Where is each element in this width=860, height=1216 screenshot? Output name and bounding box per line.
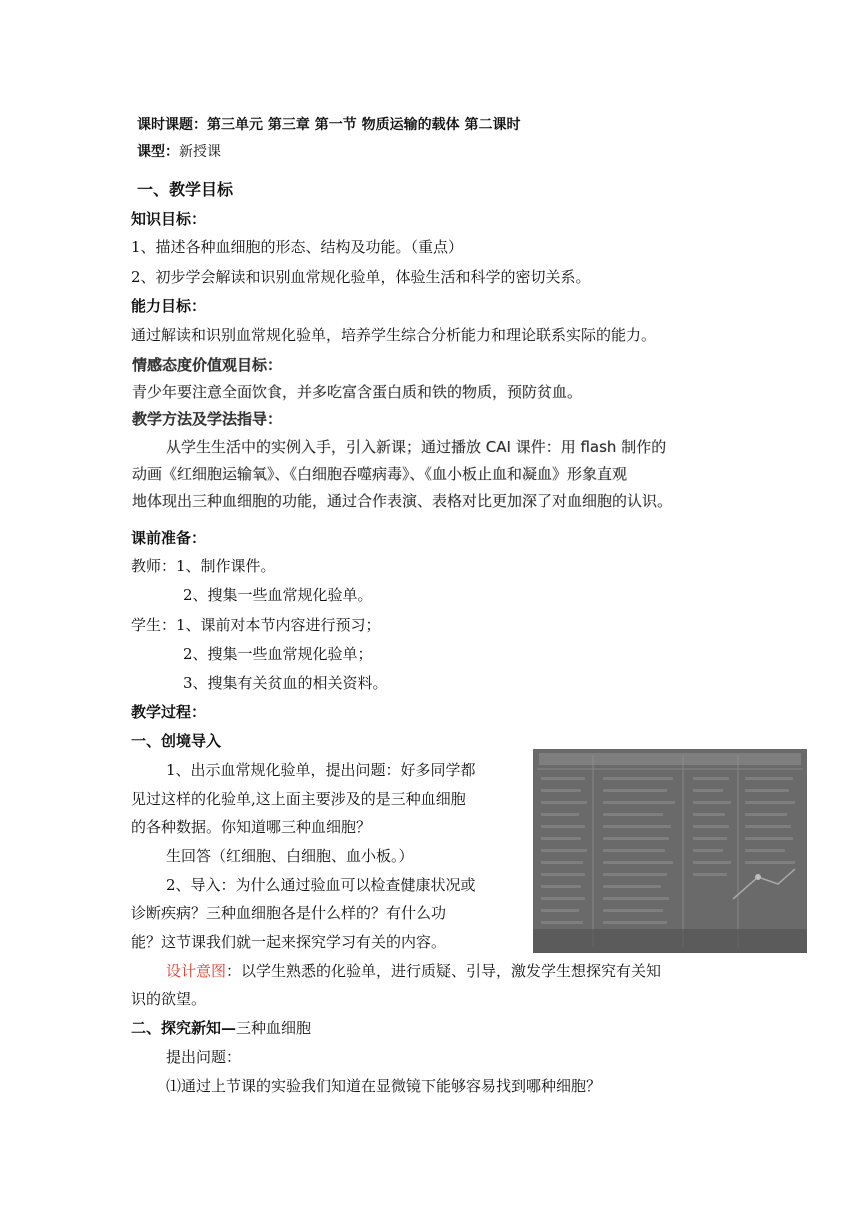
student-prep-2: 2、搜集一些血常规化验单；: [183, 645, 373, 663]
method-heading: 教学方法及学法指导：: [132, 410, 283, 428]
knowledge-item-2: 2、初步学会解读和识别血常规化验单，体验生活和科学的密切关系。: [131, 268, 591, 286]
design-intent-label: 设计意图: [166, 962, 227, 980]
explore-topic: 三种血细胞: [236, 1019, 312, 1037]
intro-text-2c: 能？这节课我们就一起来探究学习有关的内容。: [131, 933, 447, 951]
design-intent-text-a: ：以学生熟悉的化验单，进行质疑、引导，激发学生想探究有关知: [226, 962, 662, 980]
explore-heading: 二、探究新知—: [131, 1019, 237, 1037]
intro-text-2b: 诊断疾病？三种血细胞各是什么样的？有什么功: [131, 904, 447, 922]
method-line-3: 地体现出三种血细胞的功能，通过合作表演、表格对比更加深了对血细胞的认识。: [132, 492, 673, 510]
goals-heading: 一、教学目标: [137, 180, 234, 199]
design-intent-line-2: 识的欲望。: [131, 990, 207, 1008]
emotion-item-1: 青少年要注意全面饮食，并多吃富含蛋白质和铁的物质，预防贫血。: [132, 383, 583, 401]
teacher-prep-1: 教师：1、制作课件。: [131, 557, 276, 575]
intro-answer: 生回答（红细胞、白细胞、血小板。）: [166, 847, 414, 865]
ability-item-1: 通过解读和识别血常规化验单，培养学生综合分析能力和理论联系实际的能力。: [131, 326, 657, 344]
prep-heading: 课前准备：: [131, 529, 207, 547]
process-heading: 教学过程：: [131, 703, 207, 721]
knowledge-heading: 知识目标：: [131, 210, 207, 228]
ability-heading: 能力目标：: [131, 297, 207, 315]
student-prep-1: 学生：1、课前对本节内容进行预习；: [131, 616, 381, 634]
question-label: 提出问题：: [166, 1048, 242, 1066]
question-1: ⑴通过上节课的实验我们知道在显微镜下能够容易找到哪种细胞？: [166, 1077, 602, 1095]
intro-text-1b: 见过这样的化验单,这上面主要涉及的是三种血细胞: [131, 790, 466, 808]
explore-heading-line: [131, 1018, 311, 1038]
blood-report-photo: [533, 749, 807, 953]
method-line-1: 从学生生活中的实例入手，引入新课；通过播放 CAI 课件：用 flash 制作的: [166, 438, 667, 456]
lesson-type-label: 课型：: [137, 144, 179, 160]
intro-text-1c: 的各种数据。你知道哪三种血细胞？: [131, 818, 372, 836]
intro-text-2a: 2、导入：为什么通过验血可以检查健康状况或: [166, 876, 476, 894]
lesson-type-value: 新授课: [179, 144, 221, 160]
intro-heading: 一、创境导入: [131, 732, 222, 750]
method-line-2: 动画《红细胞运输氧》、《白细胞吞噬病毒》、《血小板止血和凝血》形象直观: [132, 465, 628, 483]
design-intent-line-1: [166, 961, 661, 981]
intro-text-1a: 1、出示血常规化验单，提出问题：好多同学都: [166, 761, 476, 779]
lesson-type-line: [137, 142, 221, 162]
emotion-heading: 情感态度价值观目标：: [132, 356, 283, 374]
lesson-title-line: 课时课题：第三单元 第三章 第一节 物质运输的载体 第二课时: [137, 117, 521, 133]
knowledge-item-1: 1、描述各种血细胞的形态、结构及功能。（重点）: [131, 238, 464, 256]
teacher-prep-2: 2、搜集一些血常规化验单。: [183, 586, 373, 604]
student-prep-3: 3、搜集有关贫血的相关资料。: [183, 674, 388, 692]
blood-report-texture-icon: [533, 749, 807, 953]
